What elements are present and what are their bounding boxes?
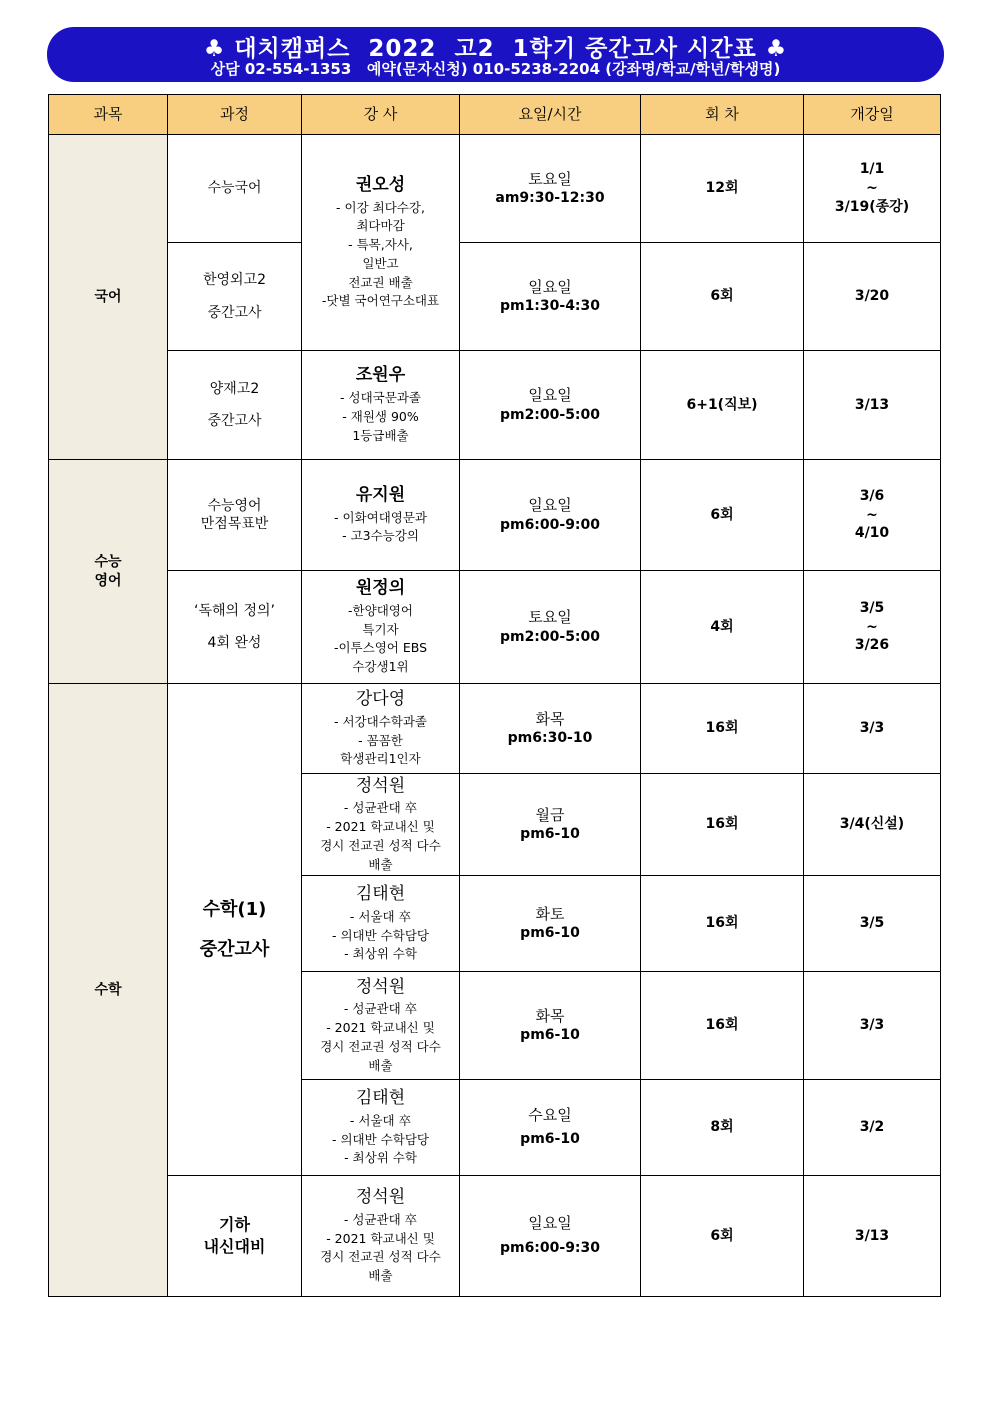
day: 월금 xyxy=(535,805,565,824)
course-name: 만점목표반 xyxy=(200,516,269,532)
teacher-desc: - 2021 학교내신 및 xyxy=(326,1020,435,1036)
time-cell xyxy=(460,684,641,774)
start-date: 3/3 xyxy=(859,720,885,737)
course-name: 수학(1) xyxy=(202,898,267,920)
teacher-desc: 1등급배출 xyxy=(352,427,409,443)
start-date: 3/4(신설) xyxy=(839,816,905,833)
teacher-desc: 경시 전교권 성적 다수 xyxy=(320,1038,441,1054)
teacher-name: 정석원 xyxy=(355,1187,406,1208)
header-start-date: 개강일 xyxy=(804,95,941,135)
course-name: 수능영어 xyxy=(207,497,262,514)
time-cell xyxy=(460,774,641,876)
session-count: 16회 xyxy=(641,972,804,1080)
time-cell xyxy=(460,571,641,684)
course-name: 한영외고2 xyxy=(202,272,266,289)
session-count: 8회 xyxy=(641,1080,804,1176)
teacher-desc: -닷별 국어연구소대표 xyxy=(321,293,440,309)
teacher-desc: 학생관리1인자 xyxy=(340,751,421,767)
teacher-cell xyxy=(302,460,460,571)
subject-math: 수학 xyxy=(49,684,168,1297)
teacher-desc: - 의대반 수학담당 xyxy=(332,927,429,943)
table-row xyxy=(49,1176,941,1297)
teacher-cell xyxy=(302,684,460,774)
teacher-cell xyxy=(302,972,460,1080)
teacher-name: 원정의 xyxy=(355,578,406,599)
teacher-desc: - 고3수능강의 xyxy=(342,528,419,544)
hours: pm2:00-5:00 xyxy=(499,628,601,645)
start-date: 1/1 xyxy=(859,161,885,178)
teacher-desc: - 재원생 90% xyxy=(342,409,419,425)
start-date-cell xyxy=(804,135,941,243)
course-cell xyxy=(168,243,302,351)
course-name: 내신대비 xyxy=(203,1237,266,1256)
teacher-desc: - 이화여대영문과 xyxy=(333,509,427,525)
start-date: 3/13 xyxy=(854,1227,890,1244)
teacher-desc: - 이강 최다수강, xyxy=(336,199,425,215)
header-teacher: 강 사 xyxy=(302,95,460,135)
start-date: ~ xyxy=(866,618,878,635)
teacher-name: 정석원 xyxy=(355,775,406,796)
teacher-desc: - 2021 학교내신 및 xyxy=(326,1230,435,1246)
course-name: 기하 xyxy=(219,1214,250,1234)
teacher-desc: -한양대영어 xyxy=(348,602,413,618)
teacher-desc: - 성대국문과졸 xyxy=(340,390,421,406)
table-row xyxy=(49,460,941,571)
start-date-cell xyxy=(804,876,941,972)
day: 토요일 xyxy=(528,608,572,627)
course-cell xyxy=(168,460,302,571)
teacher-desc: 특기자 xyxy=(362,621,399,637)
session-count: 6회 xyxy=(641,1176,804,1297)
course-name: 중간고사 xyxy=(207,304,262,321)
start-date-cell xyxy=(804,243,941,351)
start-date: ~ xyxy=(866,506,878,523)
schedule-table xyxy=(48,94,941,1297)
start-date-cell xyxy=(804,684,941,774)
start-date-cell xyxy=(804,1176,941,1297)
teacher-cell xyxy=(302,774,460,876)
title-banner xyxy=(47,27,944,82)
teacher-desc: - 꼼꼼한 xyxy=(358,732,403,748)
start-date: 3/6 xyxy=(859,487,885,504)
start-date-cell xyxy=(804,571,941,684)
course-cell xyxy=(168,571,302,684)
start-date: 3/26 xyxy=(854,637,890,654)
time-cell xyxy=(460,1080,641,1176)
day: 일요일 xyxy=(528,1214,572,1233)
teacher-desc: -이투스영어 EBS xyxy=(333,640,428,656)
day: 일요일 xyxy=(528,386,572,405)
teacher-name: 유지원 xyxy=(355,484,406,505)
day: 일요일 xyxy=(528,277,572,296)
teacher-desc: 배출 xyxy=(368,856,393,872)
time-cell xyxy=(460,876,641,972)
start-date: 4/10 xyxy=(854,525,890,542)
session-count: 6회 xyxy=(641,243,804,351)
course-cell xyxy=(168,1176,302,1297)
header-subject: 과목 xyxy=(49,95,168,135)
teacher-desc: 일반고 xyxy=(362,255,399,271)
teacher-name: 조원우 xyxy=(355,365,406,386)
course-name: 4회 완성 xyxy=(207,635,262,651)
teacher-name: 정석원 xyxy=(355,976,406,997)
start-date-cell xyxy=(804,351,941,460)
start-date-cell xyxy=(804,774,941,876)
time-cell xyxy=(460,351,641,460)
hours: pm1:30-4:30 xyxy=(499,298,601,315)
hours: pm6-10 xyxy=(520,1027,580,1044)
session-count: 6+1(직보) xyxy=(641,351,804,460)
day: 수요일 xyxy=(528,1105,572,1124)
table-row xyxy=(49,684,941,774)
teacher-name: 김태현 xyxy=(355,1087,406,1108)
subject-korean: 국어 xyxy=(49,135,168,460)
table-row xyxy=(49,571,941,684)
start-date: 3/3 xyxy=(859,1017,885,1034)
session-count: 12회 xyxy=(641,135,804,243)
start-date: 3/2 xyxy=(859,1119,885,1136)
hours: pm2:00-5:00 xyxy=(499,406,601,423)
day: 토요일 xyxy=(528,169,572,188)
hours: pm6-10 xyxy=(520,925,580,942)
teacher-desc: - 최상위 수학 xyxy=(344,1150,417,1166)
header-course: 과정 xyxy=(168,95,302,135)
subject-line: 수능 xyxy=(94,553,122,570)
teacher-desc: 경시 전교권 성적 다수 xyxy=(320,1249,441,1265)
teacher-cell xyxy=(302,1080,460,1176)
time-cell xyxy=(460,460,641,571)
course-name: 수능국어 xyxy=(207,180,262,197)
teacher-desc: 배출 xyxy=(368,1057,393,1073)
time-cell xyxy=(460,243,641,351)
start-date: 3/5 xyxy=(859,915,885,932)
hours: pm6:00-9:30 xyxy=(499,1239,601,1256)
subject-line: 영어 xyxy=(94,572,122,589)
header-row xyxy=(49,95,941,135)
day: 일요일 xyxy=(528,496,572,515)
teacher-desc: 배출 xyxy=(368,1268,393,1284)
hours: pm6-10 xyxy=(520,1131,580,1148)
teacher-desc: - 서울대 卒 xyxy=(349,908,412,924)
teacher-desc: 최다마감 xyxy=(356,218,405,234)
session-count: 16회 xyxy=(641,774,804,876)
contact-info: 상담 02-554-1353 예약(문자신청) 010-5238-2204 (강좌명/학교/학년/학생명) xyxy=(210,60,781,78)
teacher-name: 강다영 xyxy=(355,688,406,709)
start-date-cell xyxy=(804,1080,941,1176)
page-title: ♣ 대치캠퍼스 2022 고2 1학기 중간고사 시간표 ♣ xyxy=(203,36,788,62)
session-count: 6회 xyxy=(641,460,804,571)
subject-english xyxy=(49,460,168,684)
day: 화목 xyxy=(535,709,565,728)
time-cell xyxy=(460,1176,641,1297)
course-name: 양재고2 xyxy=(209,380,260,397)
header-time: 요일/시간 xyxy=(460,95,641,135)
teacher-desc: - 의대반 수학담당 xyxy=(332,1131,429,1147)
teacher-desc: - 최상위 수학 xyxy=(344,946,417,962)
teacher-name: 권오성 xyxy=(355,174,406,195)
hours: pm6-10 xyxy=(520,826,580,843)
teacher-desc: 수강생1위 xyxy=(352,659,409,675)
teacher-desc: - 2021 학교내신 및 xyxy=(326,819,435,835)
start-date: 3/20 xyxy=(854,288,890,305)
start-date: ~ xyxy=(866,180,878,197)
course-cell xyxy=(168,135,302,243)
teacher-cell xyxy=(302,135,460,351)
teacher-cell xyxy=(302,571,460,684)
session-count: 4회 xyxy=(641,571,804,684)
course-name: 중간고사 xyxy=(199,938,270,960)
course-name: ‘독해의 정의’ xyxy=(194,602,275,619)
teacher-cell xyxy=(302,1176,460,1297)
session-count: 16회 xyxy=(641,684,804,774)
session-count: 16회 xyxy=(641,876,804,972)
course-name: 중간고사 xyxy=(207,413,262,429)
teacher-desc: 경시 전교권 성적 다수 xyxy=(320,837,441,853)
start-date: 3/19(종강) xyxy=(834,198,910,215)
hours: pm6:00-9:00 xyxy=(499,516,601,533)
teacher-cell xyxy=(302,351,460,460)
header-sessions: 회 차 xyxy=(641,95,804,135)
teacher-desc: - 서강대수학과졸 xyxy=(333,713,427,729)
time-cell xyxy=(460,135,641,243)
teacher-name: 김태현 xyxy=(355,883,406,904)
table-row xyxy=(49,135,941,243)
teacher-desc: - 성균관대 卒 xyxy=(343,1211,418,1227)
teacher-desc: 전교권 배출 xyxy=(348,274,413,290)
start-date: 3/13 xyxy=(854,396,890,413)
start-date-cell xyxy=(804,460,941,571)
table-row xyxy=(49,243,941,351)
hours: pm6:30-10 xyxy=(507,730,593,747)
day: 화토 xyxy=(535,904,565,923)
teacher-desc: - 성균관대 卒 xyxy=(343,1001,418,1017)
table-row xyxy=(49,351,941,460)
time-cell xyxy=(460,972,641,1080)
teacher-cell xyxy=(302,876,460,972)
course-cell xyxy=(168,351,302,460)
teacher-desc: - 서울대 卒 xyxy=(349,1112,412,1128)
hours: am9:30-12:30 xyxy=(495,190,605,207)
start-date: 3/5 xyxy=(859,599,885,616)
course-cell xyxy=(168,684,302,1176)
teacher-desc: - 특목,자사, xyxy=(348,237,413,253)
teacher-desc: - 성균관대 卒 xyxy=(343,800,418,816)
start-date-cell xyxy=(804,972,941,1080)
day: 화목 xyxy=(535,1006,565,1025)
